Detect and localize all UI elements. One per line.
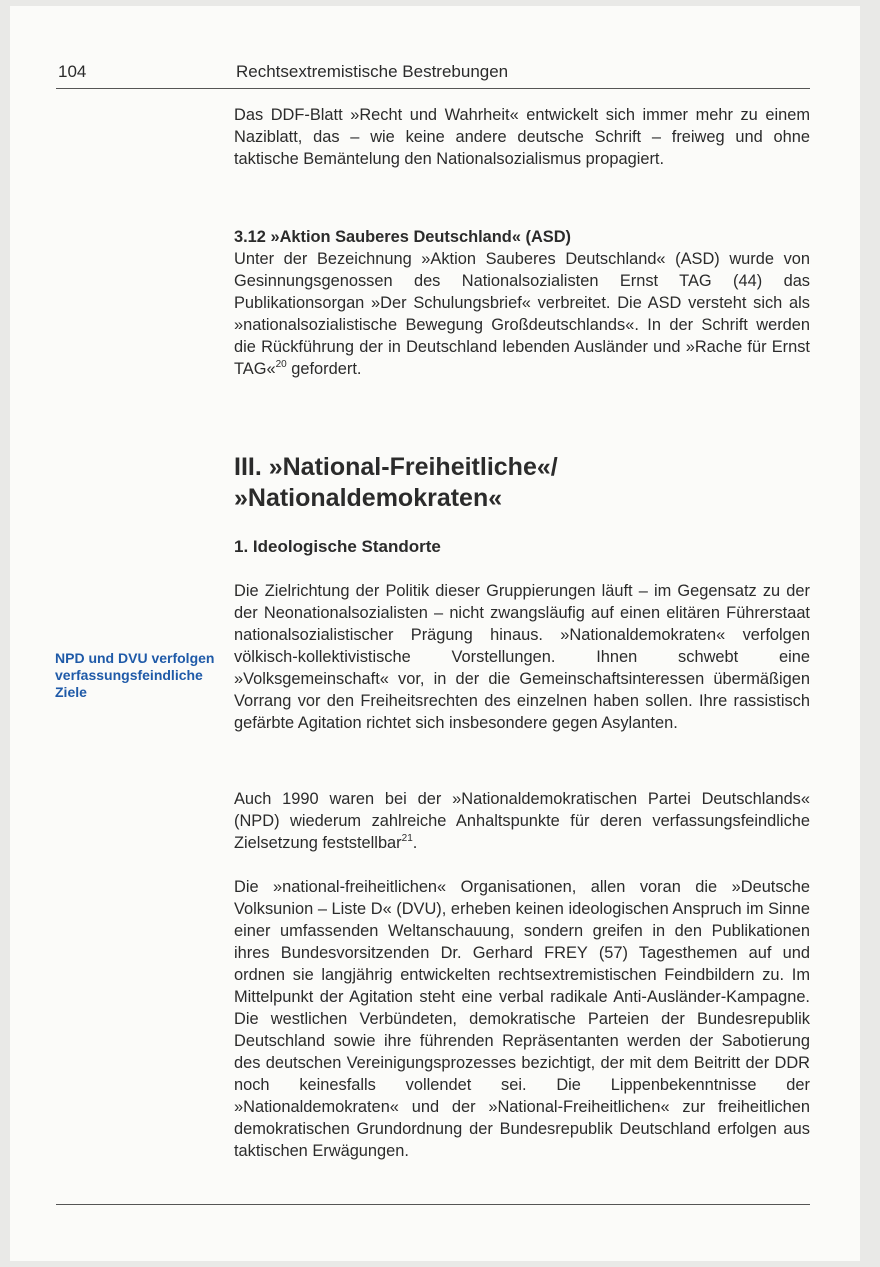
page-header (56, 58, 810, 89)
footnote-ref-21: 21 (401, 833, 413, 844)
footnote-ref-20: 20 (275, 359, 287, 370)
margin-note: NPD und DVU verfolgen verfassungsfeindliche Ziele (55, 650, 215, 700)
chapter-heading (234, 452, 810, 514)
chapter-heading-line-1: III. »National-Freiheitliche«/ (234, 453, 558, 481)
section-1-heading: 1. Ideologische Standorte (234, 537, 441, 556)
paragraph-1-block (234, 580, 810, 734)
paragraph-2-block (234, 788, 810, 854)
paragraph-3: Die »national-freiheitlichen« Organisationen, allen voran die »Deutsche Volksunion – Liste D« (DVU), erheben keinen ideologischen Anspruch im Sinne einer umfassenden Weltanschauung, sondern greifen in den Publikationen ihres Bundesvorsitzenden Dr. Gerhard FREY (57) Tagesthemen auf und ordnen sie langjährig entwickelten rechtsextremistischen Feindbildern zu. Im Mittelpunkt der Agitation steht eine verbal radikale Anti-Ausländer-Kampagne. Die westlichen Verbündeten, demokratische Parteien der Bundesrepublik Deutschland sowie ihre führenden Repräsentanten werden der Sabotierung des deutschen Vereinigungsprozesses bezichtigt, der mit dem Beitritt der DDR noch keinesfalls vollendet sei. Die Lippenbekenntnisse der »Nationaldemokraten« und der »National-Freiheitlichen« zur freiheitlichen demokratischen Grundordnung der Bundesrepublik Deutschland erfolgen aus taktischen Erwägungen. (234, 878, 810, 1160)
footer-rule (56, 1204, 810, 1205)
section-3-12 (234, 226, 810, 380)
document-page (10, 6, 860, 1261)
running-title: Rechtsextremistische Bestrebungen (236, 62, 509, 81)
intro-paragraph-block (234, 104, 810, 170)
section-3-12-heading: 3.12 »Aktion Sauberes Deutschland« (ASD) (234, 228, 572, 246)
paragraph-3-block (234, 876, 810, 1162)
chapter-heading-line-2: »Nationaldemokraten« (234, 484, 503, 512)
paragraph-2: Auch 1990 waren bei der »Nationaldemokratischen Partei Deutschlands« (NPD) wiederum zahlreiche Anhaltspunkte für deren verfassungsfeindliche Zielsetzung feststellbar$^{21}$. (234, 790, 810, 852)
intro-paragraph: Das DDF-Blatt »Recht und Wahrheit« entwickelt sich immer mehr zu einem Naziblatt, das – wie keine andere deutsche Schrift – freiweg und ohne taktische Bemäntelung den Nationalsozialismus propagiert. (234, 106, 810, 168)
paragraph-1: Die Zielrichtung der Politik dieser Gruppierungen läuft – im Gegensatz zu der der Neonationalsozialisten – nicht zwangsläufig auf einen elitären Führerstaat nationalsozialistischer Prägung hinaus. »Nationaldemokraten« verfolgen völkisch-kollektivistische Vorstellungen. Ihnen schwebt eine »Volksgemeinschaft« vor, in der die Gemeinschaftsinteressen übermäßigen Vorrang vor den Freiheitsrechten des einzelnen haben sollen. Ihre rassistisch gefärbte Agitation richtet sich insbesondere gegen Asylanten. (234, 582, 810, 732)
page-number: 104 (58, 62, 87, 81)
section-3-12-text: Unter der Bezeichnung »Aktion Sauberes Deutschland« (ASD) wurde von Gesinnungsgenossen des Nationalsozialisten Ernst TAG (44) das Publikationsorgan »Der Schulungsbrief« verbreitet. Die ASD versteht sich als »nationalsozialistische Bewegung Großdeutschlands«. In der Schrift werden die Rückführung der in Deutschland lebenden Ausländer und »Rache für Ernst TAG«$^{20}$ gefordert. (234, 250, 810, 378)
